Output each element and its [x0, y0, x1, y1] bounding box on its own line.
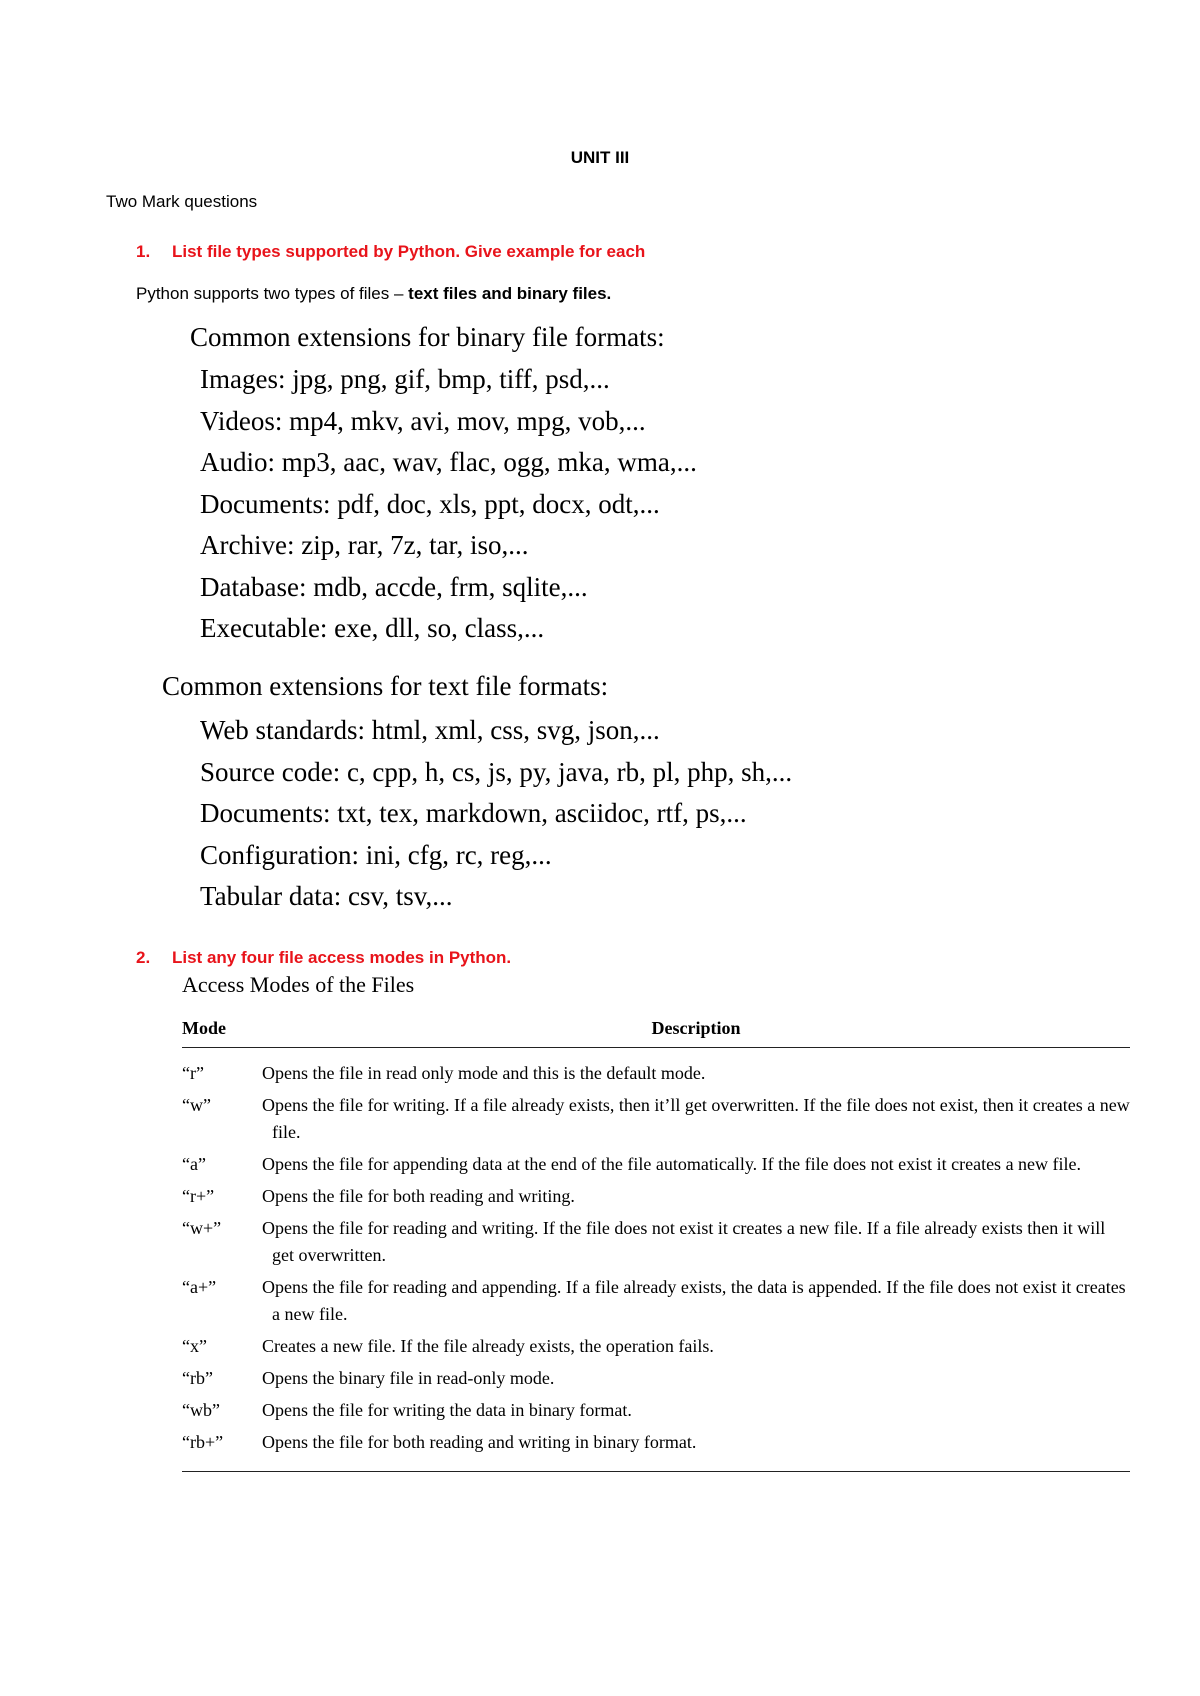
mode-cell: “r” — [182, 1063, 204, 1083]
mode-cell: “wb” — [182, 1400, 220, 1420]
description-cell: Opens the file for reading and writing. If the file does not exist it creates a new file. If a file already exists then it will get overwritten. — [262, 1218, 1106, 1265]
text-heading: Common extensions for text file formats: — [162, 671, 609, 701]
text-format-item: Documents: txt, tex, markdown, asciidoc, rtf, ps,... — [200, 798, 747, 828]
question-1 — [136, 242, 645, 262]
question-2 — [136, 948, 511, 968]
table-row — [182, 1397, 1130, 1424]
table-row — [182, 1215, 1130, 1269]
table-row — [182, 1151, 1130, 1178]
description-cell: Creates a new file. If the file already exists, the operation fails. — [262, 1336, 714, 1356]
binary-format-item: Archive: zip, rar, 7z, tar, iso,... — [200, 530, 529, 560]
text-format-item: Web standards: html, xml, css, svg, json,... — [200, 715, 660, 745]
binary-format-item: Database: mdb, accde, frm, sqlite,... — [200, 571, 588, 602]
question-text: List any four file access modes in Python. — [172, 948, 512, 967]
question-number: 2. — [136, 948, 151, 967]
binary-heading: Common extensions for binary file formats: — [190, 322, 665, 352]
table-row — [182, 1060, 1130, 1087]
question-number: 1. — [136, 242, 151, 261]
answer-prefix: Python supports two types of files – — [136, 284, 409, 303]
access-modes-table — [182, 1010, 1130, 1472]
table-row — [182, 1183, 1130, 1210]
binary-format-item: Images: jpg, png, gif, bmp, tiff, psd,... — [200, 364, 610, 394]
mode-cell: “a” — [182, 1154, 206, 1174]
binary-format-item: Videos: mp4, mkv, avi, mov, mpg, vob,... — [200, 405, 646, 436]
mode-cell: “x” — [182, 1336, 207, 1356]
mode-cell: “rb” — [182, 1368, 213, 1388]
description-cell: Opens the file for appending data at the end of the file automatically. If the file does not exist it creates a new file. — [262, 1154, 1082, 1174]
mode-cell: “a+” — [182, 1277, 217, 1297]
description-cell: Opens the file for both reading and writing. — [262, 1186, 575, 1206]
description-cell: Opens the binary file in read-only mode. — [262, 1368, 555, 1388]
mode-cell: “r+” — [182, 1186, 215, 1206]
binary-format-item: Documents: pdf, doc, xls, ppt, docx, odt,... — [200, 488, 660, 519]
binary-format-item: Audio: mp3, aac, wav, flac, ogg, mka, wma,... — [200, 447, 697, 477]
description-cell: Opens the file in read only mode and this is the default mode. — [262, 1063, 706, 1083]
table-row — [182, 1333, 1130, 1360]
answer-1 — [136, 284, 611, 304]
answer-bold: text files and binary files. — [408, 284, 612, 303]
section-subtitle: Two Mark questions — [106, 192, 258, 211]
description-cell: Opens the file for writing. If a file already exists, then it’ll get overwritten. If the file does not exist, then it creates a new file. — [262, 1095, 1130, 1142]
binary-format-item: Executable: exe, dll, so, class,... — [200, 613, 545, 643]
header-description: Description — [651, 1018, 741, 1038]
description-cell: Opens the file for both reading and writing in binary format. — [262, 1432, 697, 1452]
text-format-item: Configuration: ini, cfg, rc, reg,... — [200, 839, 552, 870]
question-text: List file types supported by Python. Give example for each — [172, 242, 646, 261]
table-row — [182, 1365, 1130, 1392]
table-body — [182, 1048, 1130, 1472]
table-row — [182, 1092, 1130, 1146]
table-row — [182, 1274, 1130, 1328]
table-header — [182, 1010, 1130, 1048]
description-cell: Opens the file for reading and appending. If a file already exists, the data is appended. If the file does not exist it creates a new file. — [262, 1277, 1126, 1324]
description-cell: Opens the file for writing the data in binary format. — [262, 1400, 632, 1420]
access-modes-title: Access Modes of the Files — [182, 972, 415, 997]
unit-title: UNIT III — [570, 148, 630, 167]
text-format-item: Source code: c, cpp, h, cs, js, py, java, rb, pl, php, sh,... — [200, 756, 793, 787]
text-format-item: Tabular data: csv, tsv,... — [200, 881, 453, 911]
table-row — [182, 1429, 1130, 1456]
mode-cell: “rb+” — [182, 1432, 224, 1452]
mode-cell: “w+” — [182, 1218, 222, 1238]
mode-cell: “w” — [182, 1095, 211, 1115]
header-mode: Mode — [182, 1018, 226, 1038]
